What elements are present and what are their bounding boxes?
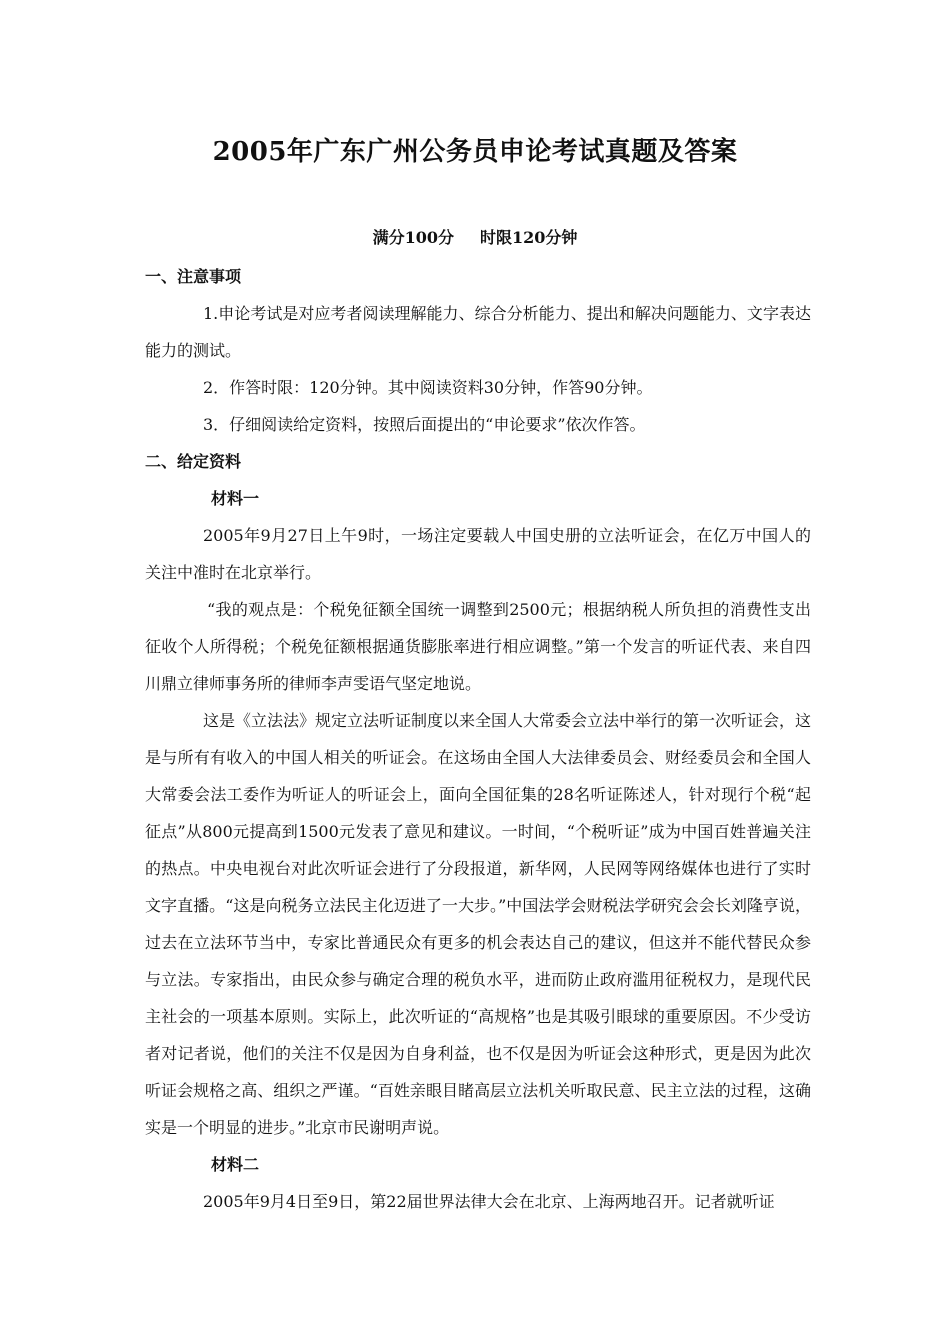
- document-title: 2005年广东广州公务员申论考试真题及答案: [212, 137, 738, 167]
- material-paragraph: 这是《立法法》规定立法听证制度以来全国人大常委会立法中举行的第一次听证会，这是与所有有收入的中国人相关的听证会。在这场由全国人大法律委员会、财经委员会和全国人大常委会法工委作为听证人的听证会上，面向全国征集的28名听证陈述人，针对现行个税“起征点”从800元提高到1500元发表了意见和建议。一时间，“个税听证”成为中国百姓普遍关注的热点。中央电视台对此次听证会进行了分段报道，新华网，人民网等网络媒体也进行了实时文字直播。“这是向税务立法民主化迈进了一大步。”中国法学会财税法学研究会会长刘隆亨说，过去在立法环节当中，专家比普通民众有更多的机会表达自己的建议，但这并不能代替民众参与立法。专家指出，由民众参与确定合理的税负水平，进而防止政府滥用征税权力，是现代民主社会的一项基本原则。实际上，此次听证的“高规格”也是其吸引眼球的重要原因。不少受访者对记者说，他们的关注不仅是因为自身利益，也不仅是因为听证会这种形式，更是因为此次听证会规格之高、组织之严谨。“百姓亲眼目睹高层立法机关听取民意、民主立法的过程，这确实是一个明显的进步。”北京市民谢明声说。: [145, 711, 812, 1137]
- full-score: 满分100分: [372, 228, 454, 247]
- note-item: 3．仔细阅读给定资料，按照后面提出的“申论要求”依次作答。: [203, 415, 646, 434]
- note-item: 2．作答时限：120分钟。其中阅读资料30分钟，作答90分钟。: [203, 378, 653, 397]
- material-paragraph: 2005年9月27日上午9时，一场注定要载人中国史册的立法听证会，在亿万中国人的关注中准时在北京举行。: [145, 526, 811, 582]
- note-item: 1.申论考试是对应考者阅读理解能力、综合分析能力、提出和解决问题能力、文字表达能力的测试。: [145, 304, 811, 360]
- material-heading-2: 材料二: [211, 1155, 260, 1174]
- material-heading-1: 材料一: [211, 489, 260, 508]
- time-limit: 时限120分钟: [480, 228, 578, 247]
- section-heading-notes: 一、注意事项: [145, 267, 242, 286]
- material-paragraph: “我的观点是：个税免征额全国统一调整到2500元；根据纳税人所负担的消费性支出征收个人所得税；个税免征额根据通货膨胀率进行相应调整。”第一个发言的听证代表、来自四川鼎立律师事务所的律师李声雯语气坚定地说。: [145, 600, 811, 693]
- document-body: [145, 258, 811, 1220]
- exam-info: [0, 226, 950, 250]
- section-heading-materials: 二、给定资料: [145, 452, 242, 471]
- material-paragraph: 2005年9月4日至9日，第22届世界法律大会在北京、上海两地召开。记者就听证: [203, 1192, 775, 1211]
